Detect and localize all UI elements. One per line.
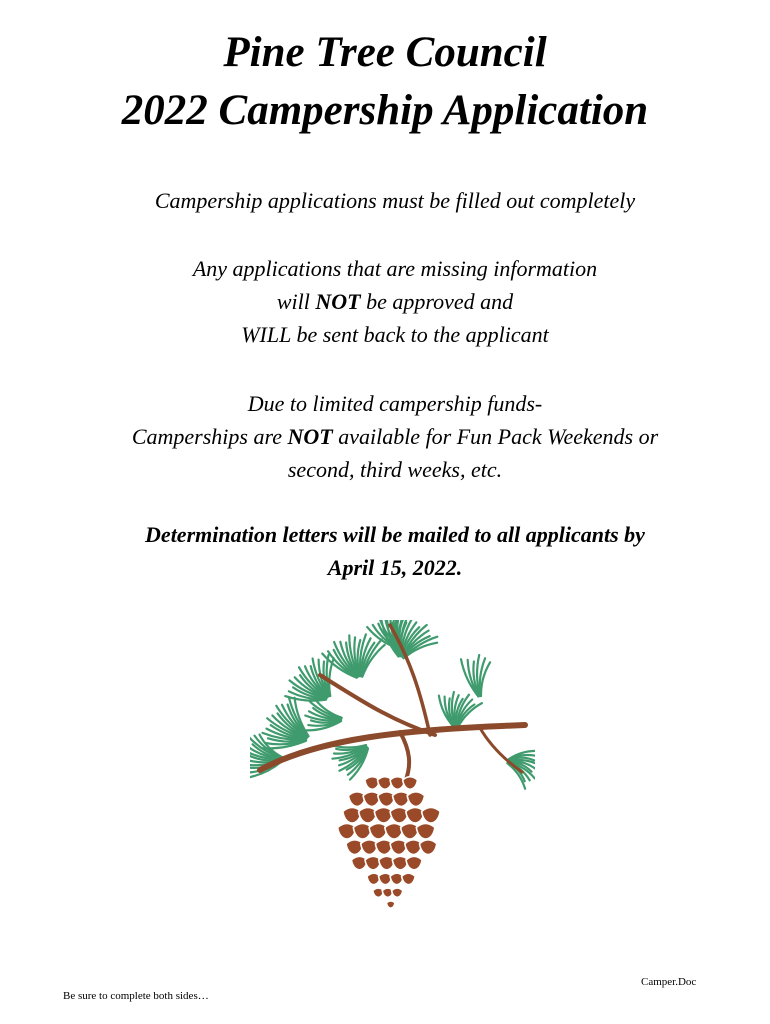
pine-cone-scale <box>353 823 372 839</box>
limited-funds-line-3: second, third weeks, etc. <box>287 457 503 482</box>
missing-info-line-2 <box>0 285 770 318</box>
pine-cone-scale <box>386 901 395 908</box>
emphasis-not: NOT <box>315 289 361 314</box>
file-name-label: Camper.Doc <box>641 976 697 988</box>
footer-note: Be sure to complete both sides… <box>63 990 209 1002</box>
missing-info-line-1: Any applications that are missing information <box>192 256 598 281</box>
pine-cone-scale <box>416 823 435 839</box>
limited-funds-line-2-post: available for Fun Pack Weekends or <box>332 424 659 449</box>
title-line-1: Pine Tree Council <box>223 29 547 76</box>
limited-funds-line-2-pre: Camperships are <box>131 424 288 449</box>
emphasis-not-2: NOT <box>287 424 333 449</box>
pine-cone-scale <box>406 856 422 870</box>
pine-cone-scale <box>403 777 418 790</box>
pine-cone-scale <box>374 807 393 823</box>
determination-letters-note <box>0 518 770 584</box>
title-line-2: 2022 Campership Application <box>121 87 649 134</box>
pine-cone-scale <box>385 823 404 839</box>
instruction-complete: Campership applications must be filled out completely <box>154 188 636 213</box>
determination-line-2: April 15, 2022. <box>327 555 463 580</box>
missing-info-line-2-pre: will <box>276 289 316 314</box>
pine-cone-scale <box>392 888 403 897</box>
instruction-missing-info <box>0 252 770 351</box>
missing-info-line-3: WILL be sent back to the applicant <box>241 322 549 347</box>
determination-line-1: Determination letters will be mailed to all applicants by <box>145 522 645 547</box>
limited-funds-line-1: Due to limited campership funds- <box>247 391 543 416</box>
pine-cone-branch-icon <box>250 620 535 915</box>
limited-funds-line-2 <box>0 420 770 453</box>
pine-cone-scale <box>420 840 437 855</box>
pine-cone-scale <box>402 873 416 885</box>
pine-cone-scale <box>406 807 425 823</box>
pine-cone-scale <box>343 807 362 823</box>
missing-info-line-2-post: be approved and <box>360 289 514 314</box>
pine-cone-scale <box>422 807 441 823</box>
instruction-limited-funds <box>0 387 770 486</box>
pine-cone-scale <box>407 792 424 807</box>
